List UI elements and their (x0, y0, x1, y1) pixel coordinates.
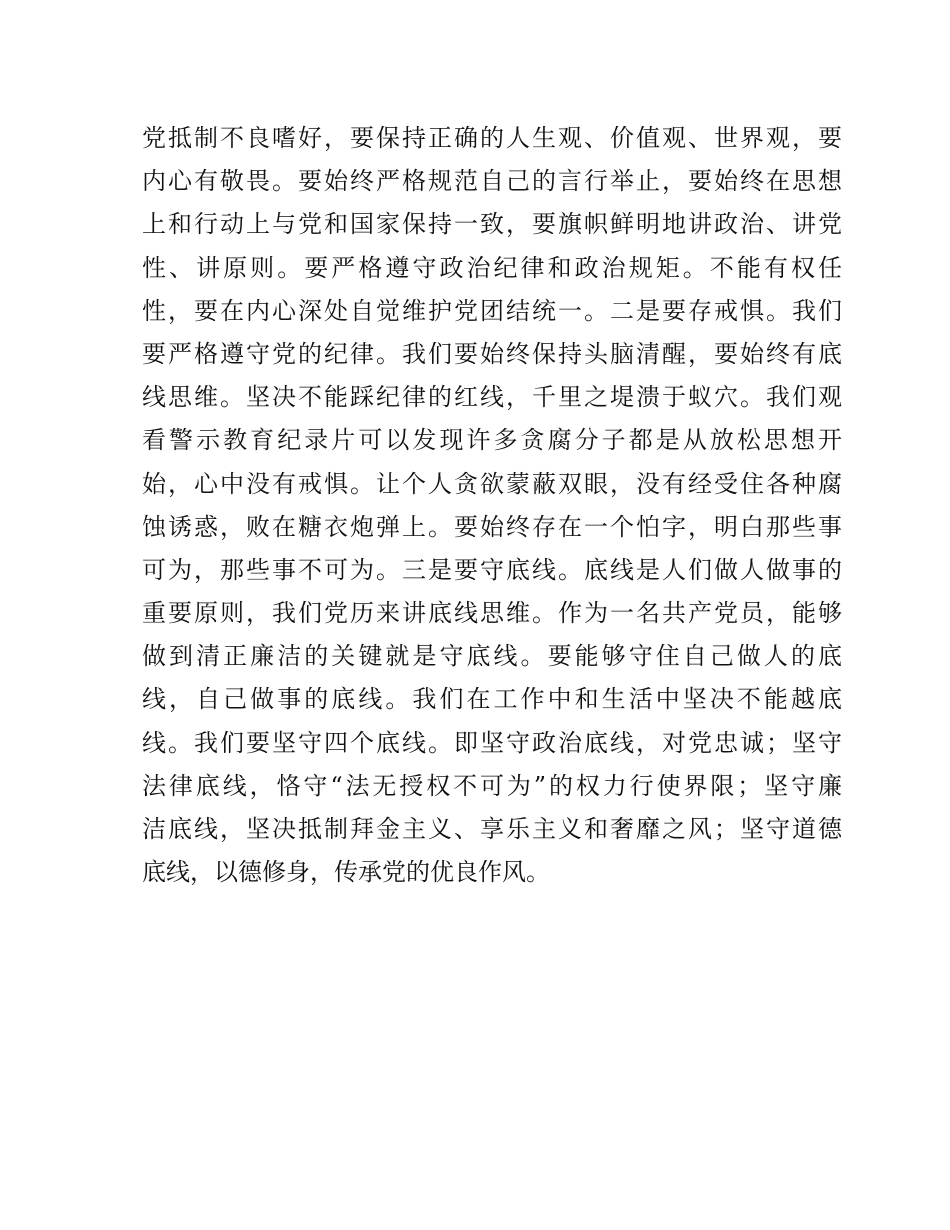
text-line-12: 重要原则，我们党历来讲底线思维。作为一名共产党员，能够 (142, 599, 842, 628)
body-paragraph (142, 117, 842, 894)
text-line-5: 性，要在内心深处自觉维护党团结统一。二是要存戒惧。我们 (142, 296, 842, 325)
text-line-4: 性、讲原则。要严格遵守政治纪律和政治规矩。不能有权任 (142, 253, 842, 282)
text-line-6: 要严格遵守党的纪律。我们要始终保持头脑清醒，要始终有底 (142, 339, 842, 368)
text-line-7: 线思维。坚决不能踩纪律的红线，千里之堤溃于蚁穴。我们观 (142, 383, 842, 412)
text-line-15: 线。我们要坚守四个底线。即坚守政治底线，对党忠诚；坚守 (142, 728, 842, 757)
text-line-1: 党抵制不良嗜好，要保持正确的人生观、价值观、世界观，要 (142, 124, 842, 152)
text-line-14: 线，自己做事的底线。我们在工作中和生活中坚决不能越底 (142, 685, 842, 714)
text-line-10: 蚀诱惑，败在糖衣炮弹上。要始终存在一个怕字，明白那些事 (142, 512, 842, 541)
text-line-2: 内心有敬畏。要始终严格规范自己的言行举止，要始终在思想 (142, 167, 842, 196)
text-line-18: 底线，以德修身，传承党的优良作风。 (142, 858, 550, 887)
text-line-17: 洁底线，坚决抵制拜金主义、享乐主义和奢靡之风；坚守道德 (142, 815, 842, 843)
text-line-9: 始，心中没有戒惧。让个人贪欲蒙蔽双眼，没有经受住各种腐 (142, 469, 842, 498)
text-line-11: 可为，那些事不可为。三是要守底线。底线是人们做人做事的 (142, 555, 842, 584)
text-line-8: 看警示教育纪录片可以发现许多贪腐分子都是从放松思想开 (142, 426, 842, 455)
text-line-16: 法律底线，恪守“法无授权不可为”的权力行使界限；坚守廉 (142, 771, 842, 800)
text-line-13: 做到清正廉洁的关键就是守底线。要能够守住自己做人的底 (142, 642, 842, 671)
text-line-3: 上和行动上与党和国家保持一致，要旗帜鲜明地讲政治、讲党 (142, 210, 842, 239)
